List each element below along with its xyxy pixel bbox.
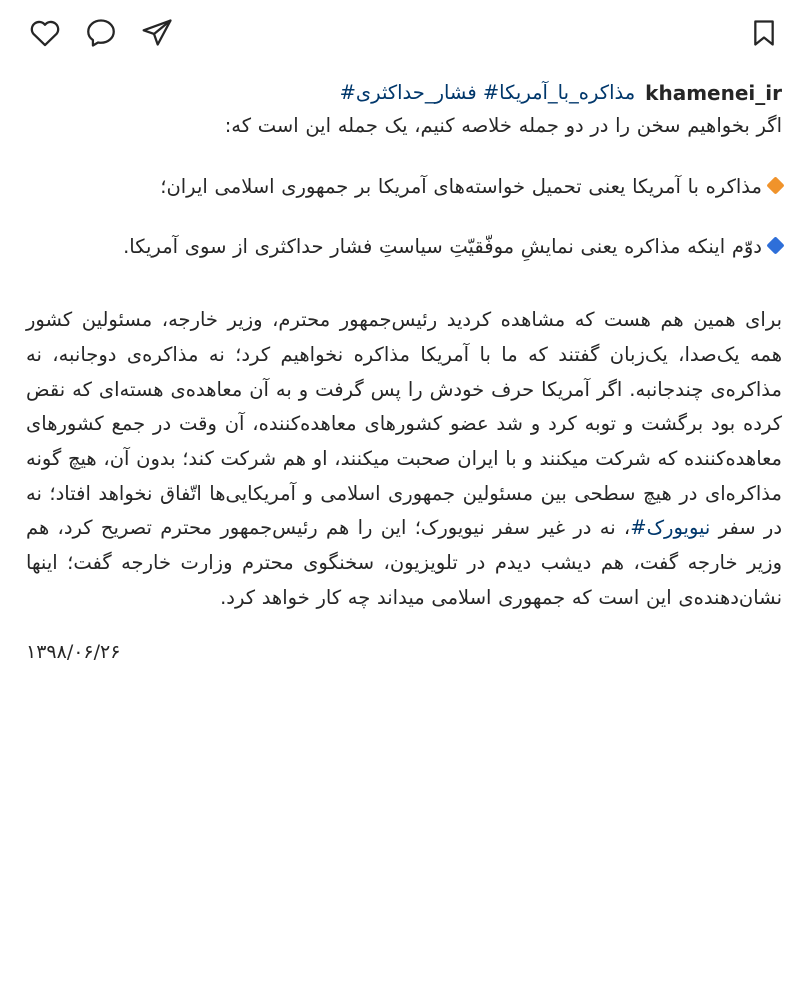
post-username[interactable]: khamenei_ir: [645, 81, 782, 105]
caption-bullet-2: [26, 230, 782, 265]
blue-diamond-bullet-icon: [766, 237, 784, 255]
caption-body-part-1: برای همین هم هست که مشاهده کردید رئیس‌جمهور محترم، وزیر خارجه، مسئولین کشور همه یک‌صدا، یک‌زبان گفتند که ما با آمریکا مذاکره نخواهیم کرد؛ نه مذاکره‌ی دوجانبه، نه مذاکره‌ی چندجانبه. اگر آمریکا حرف خودش را پس گرفت و به آن معاهده‌ی هسته‌ای که نقض کرده بود برگشت و توبه کرد و شد عضو کشورهای معاهده‌کننده، آن وقت در جمع کشورهای معاهده‌کننده که شرکت میکنند و با ایران صحبت میکنند، او هم شرکت کند؛ بدون آن، هیچ گونه مذاکره‌ای در هیچ سطحی بین مسئولین جمهوری اسلامی و آمریکایی‌ها اتّفاق نخواهد افتاد؛ نه در سفر: [26, 308, 783, 540]
orange-diamond-bullet-icon: [766, 176, 784, 194]
action-bar-left-group: [28, 16, 174, 50]
caption-hashtags[interactable]: مذاکره_با_آمریکا# فشار_حداکثری#: [339, 81, 636, 104]
caption-bullet-1: [26, 170, 782, 205]
share-paper-plane-icon[interactable]: [140, 16, 174, 50]
caption-body-paragraph: [26, 303, 782, 615]
comment-icon[interactable]: [84, 16, 118, 50]
post-date: ۱۳۹۸/۰۶/۲۶: [26, 641, 121, 664]
caption-body-part-2: ، نه در غیر سفر نیویورک؛ این را هم رئیس‌جمهور محترم تصریح کرد، هم وزیر خارجه گفت، هم دیشب دیدم در تلویزیون، سخنگوی محترم وزارت خارجه گفت؛ اینها نشان‌دهنده‌ی این است که جمهوری اسلامی میداند چه کار خواهد کرد.: [26, 516, 782, 609]
caption-bullet-2-text: دوّم اینکه مذاکره یعنی نمایشِ موفّقیّتِ سیاستِ فشار حداکثری از سوی آمریکا.: [123, 235, 762, 259]
caption-bullet-1-text: مذاکره با آمریکا یعنی تحمیل خواسته‌های آمریکا بر جمهوری اسلامی ایران؛: [160, 174, 762, 198]
heart-icon[interactable]: [28, 16, 62, 50]
post-action-bar: [0, 0, 808, 62]
caption-intro-paragraph: اگر بخواهیم سخن را در دو جمله خلاصه کنیم، یک جمله این است که:: [224, 114, 782, 137]
action-bar-right-group: [748, 17, 780, 49]
bookmark-icon[interactable]: [748, 17, 780, 49]
caption-inline-hashtag[interactable]: نیویورک#: [630, 516, 711, 540]
caption-first-line: [26, 78, 782, 109]
post-caption: [0, 62, 808, 615]
